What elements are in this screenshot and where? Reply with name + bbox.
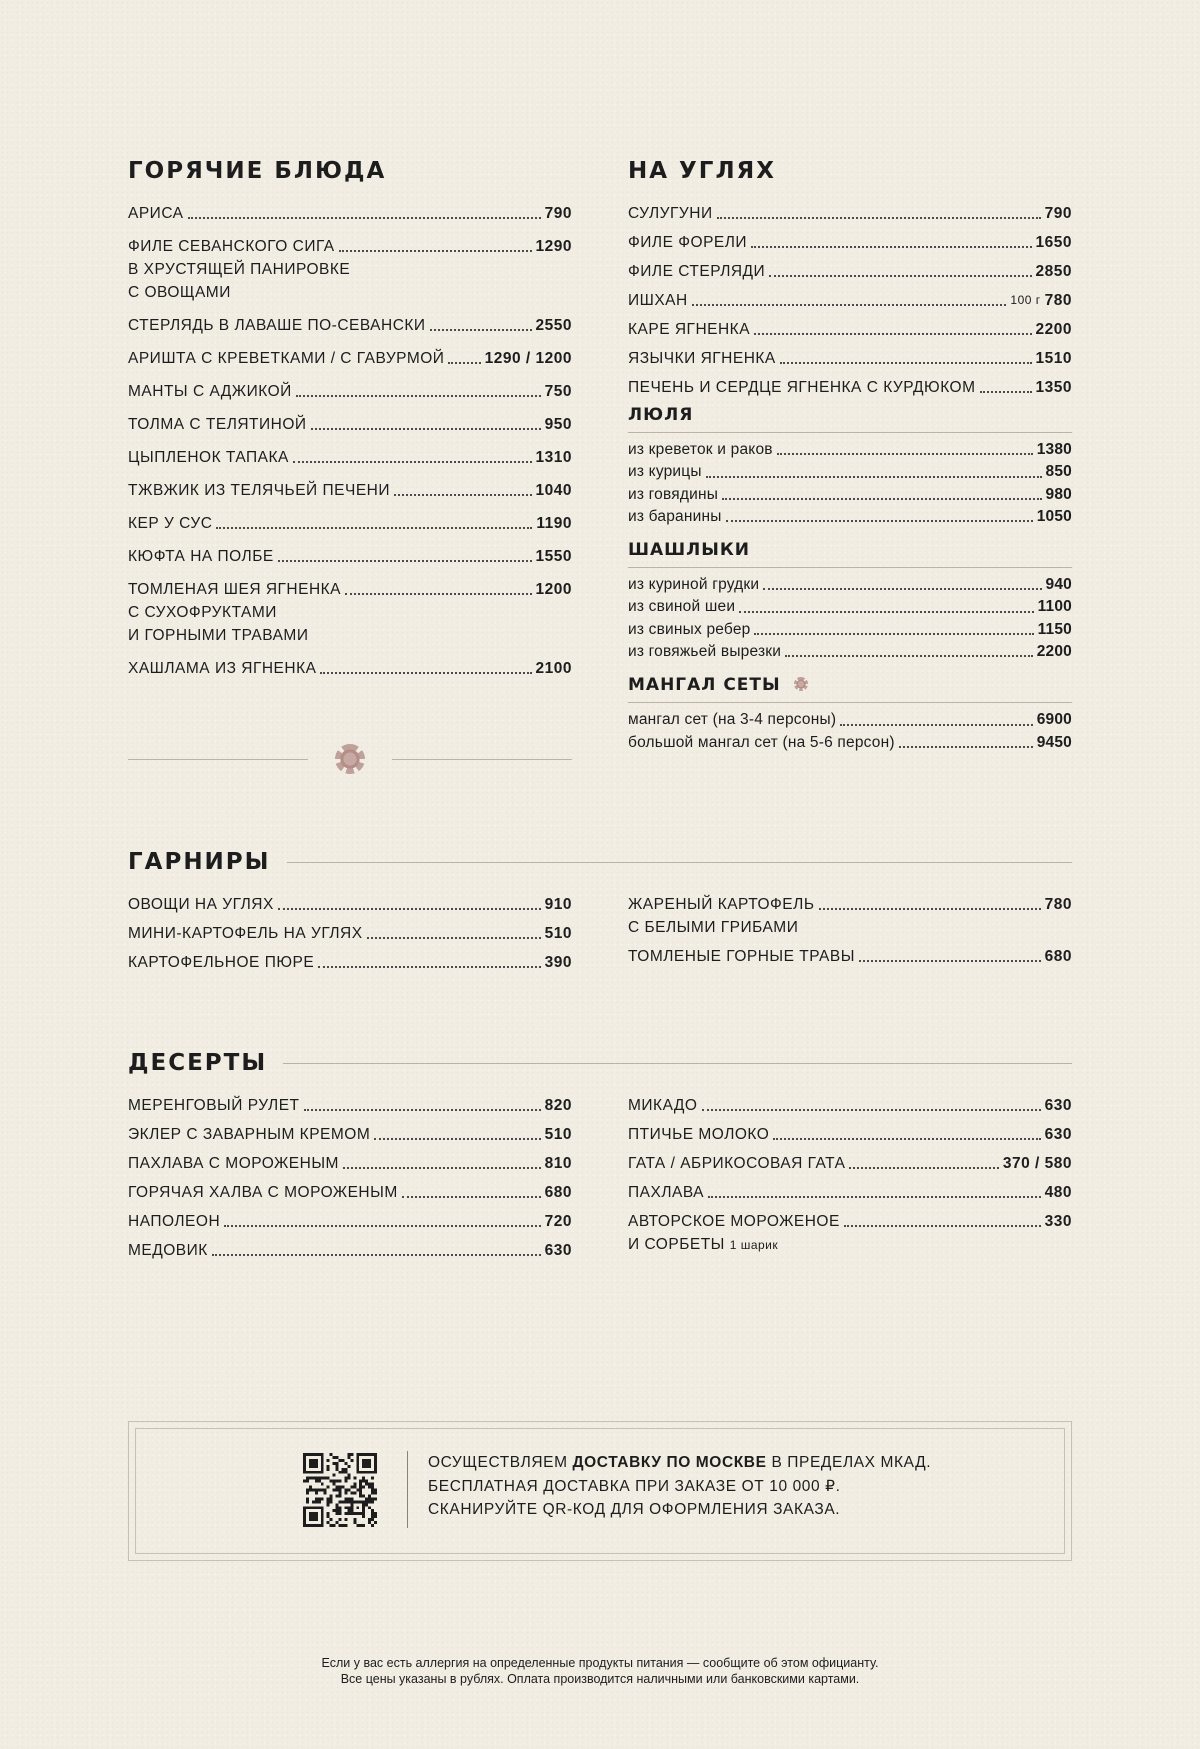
delivery-line-1-a: ОСУЩЕСТВЛЯЕМ (428, 1454, 573, 1471)
lula-list (628, 439, 1072, 528)
menu-item-dots (769, 275, 1031, 277)
menu-item-name: ХАШЛАМА ИЗ ЯГНЕНКА (128, 660, 317, 677)
menu-item-row (628, 506, 1072, 528)
shashlik-list (628, 574, 1072, 663)
menu-item-price: 1150 (1037, 620, 1072, 638)
menu-item (628, 641, 1072, 663)
menu-item-name: АВТОРСКОЕ МОРОЖЕНОЕ (628, 1213, 840, 1230)
rosette-ornament-icon (794, 677, 808, 691)
menu-item-name: ПАХЛАВА (628, 1184, 704, 1201)
divider-line-left (128, 759, 308, 760)
menu-item-row (128, 1123, 572, 1146)
menu-item (628, 1181, 1072, 1204)
menu-item-name: КЮФТА НА ПОЛБЕ (128, 548, 274, 565)
menu-item-dots (278, 908, 541, 910)
menu-item-row (128, 235, 572, 258)
menu-item-price: 510 (544, 1126, 572, 1143)
menu-item-name: из свиной шеи (628, 598, 736, 616)
menu-item (628, 945, 1072, 968)
menu-item-row (628, 1094, 1072, 1117)
menu-item-price: 630 (1044, 1126, 1072, 1143)
menu-item-dots (692, 304, 1007, 306)
menu-item (128, 512, 572, 535)
menu-item-name: СУЛУГУНИ (628, 205, 713, 222)
menu-item-name: ПАХЛАВА С МОРОЖЕНЫМ (128, 1155, 339, 1172)
menu-item-price: 680 (544, 1184, 572, 1201)
menu-item-row (628, 1152, 1072, 1175)
menu-item-name: МИКАДО (628, 1097, 698, 1114)
menu-item (128, 1123, 572, 1146)
menu-item-description: С СУХОФРУКТАМИ (128, 604, 277, 621)
menu-item (628, 484, 1072, 506)
menu-item-price: 780 (1044, 292, 1072, 309)
menu-item (128, 951, 572, 974)
desserts-section (128, 1052, 1072, 1075)
menu-item-price: 2200 (1036, 643, 1072, 661)
menu-item-dots (840, 724, 1033, 726)
menu-item-name: из свиных ребер (628, 620, 751, 638)
sides-list-right (628, 893, 1072, 968)
menu-item-dots (739, 611, 1033, 613)
menu-item-row (128, 1094, 572, 1117)
menu-item-price: 2200 (1035, 321, 1072, 338)
menu-item-dots (785, 655, 1033, 657)
menu-item-price: 1290 / 1200 (484, 350, 572, 367)
menu-item-price: 750 (544, 383, 572, 400)
menu-item-row (628, 461, 1072, 483)
menu-item-price: 6900 (1036, 711, 1072, 729)
menu-item-dots (212, 1254, 541, 1256)
menu-item-name: из говядины (628, 485, 719, 503)
menu-item-name: мангал сет (на 3-4 персоны) (628, 711, 837, 729)
footer-note (0, 1655, 1200, 1687)
menu-item (128, 380, 572, 403)
menu-item-dots (448, 362, 480, 364)
menu-item-description: В ХРУСТЯЩЕЙ ПАНИРОВКЕ (128, 261, 351, 278)
menu-item-name: МЕРЕНГОВЫЙ РУЛЕТ (128, 1097, 300, 1114)
menu-item-dots (763, 588, 1041, 590)
menu-item-price: 1190 (536, 515, 572, 532)
menu-item-name: НАПОЛЕОН (128, 1213, 221, 1230)
delivery-line-1-c: В ПРЕДЕЛАХ МКАД. (766, 1454, 932, 1471)
grill-list (628, 202, 1072, 399)
menu-item (128, 347, 572, 370)
rule (628, 702, 1072, 703)
menu-item-description: И ГОРНЫМИ ТРАВАМИ (128, 627, 309, 644)
delivery-line-1 (428, 1451, 931, 1475)
hot-dishes-section (128, 160, 572, 680)
menu-item-name: МЕДОВИК (128, 1242, 208, 1259)
menu-item-dots (339, 250, 532, 252)
menu-item-dots (844, 1225, 1041, 1227)
menu-item-dots (278, 560, 532, 562)
menu-item (128, 1152, 572, 1175)
desserts-list-right (628, 1094, 1072, 1257)
menu-item-price: 790 (1044, 205, 1072, 222)
menu-item-name: ТОМЛЕНАЯ ШЕЯ ЯГНЕНКА (128, 581, 342, 598)
rosette-ornament-icon (335, 744, 365, 774)
menu-item (628, 202, 1072, 225)
subsection-title-mangal (628, 677, 1072, 694)
menu-item-row (628, 376, 1072, 399)
mangal-title-text: МАНГАЛ СЕТЫ (628, 675, 781, 696)
menu-item-name: КЕР У СУС (128, 515, 213, 532)
menu-item-price: 1200 (535, 581, 572, 598)
menu-item-row (628, 574, 1072, 596)
menu-item-row (628, 231, 1072, 254)
menu-item-row (628, 596, 1072, 618)
menu-item-price: 790 (544, 205, 572, 222)
menu-item-price: 9450 (1036, 733, 1072, 751)
menu-item-dots (343, 1167, 541, 1169)
menu-item-name: МИНИ-КАРТОФЕЛЬ НА УГЛЯХ (128, 925, 363, 942)
menu-item-dots (706, 476, 1042, 478)
menu-item-dots (318, 966, 540, 968)
menu-item (628, 732, 1072, 754)
menu-item-name: ФИЛЕ СЕВАНСКОГО СИГА (128, 238, 335, 255)
menu-item (628, 1210, 1072, 1257)
menu-item-row (628, 641, 1072, 663)
subsection-title-shashlik: ШАШЛЫКИ (628, 540, 751, 561)
section-title-sides: ГАРНИРЫ (128, 849, 271, 875)
menu-item-description-note: 1 шарик (729, 1238, 779, 1252)
qr-code-icon[interactable] (303, 1453, 377, 1527)
menu-item-price: 820 (544, 1097, 572, 1114)
menu-item (628, 709, 1072, 731)
menu-item-price: 2550 (535, 317, 572, 334)
menu-item (628, 231, 1072, 254)
menu-item-row (128, 380, 572, 403)
menu-item-name: КАРТОФЕЛЬНОЕ ПЮРЕ (128, 954, 315, 971)
menu-item (628, 596, 1072, 618)
mangal-list (628, 709, 1072, 754)
menu-item (128, 578, 572, 647)
menu-item (628, 893, 1072, 939)
menu-item-dots (188, 217, 541, 219)
menu-item (128, 202, 572, 225)
menu-item-price: 2850 (1035, 263, 1072, 280)
menu-item-dots (374, 1138, 540, 1140)
menu-item-name: ФИЛЕ СТЕРЛЯДИ (628, 263, 766, 280)
delivery-line-2: БЕСПЛАТНАЯ ДОСТАВКА ПРИ ЗАКАЗЕ ОТ 10 000 ₽. (428, 1477, 841, 1495)
delivery-text (428, 1451, 931, 1522)
menu-item-name: из куриной грудки (628, 576, 760, 594)
menu-item (128, 314, 572, 337)
menu-item-price: 370 / 580 (1002, 1155, 1072, 1172)
menu-item-dots (819, 908, 1041, 910)
menu-item-price: 810 (544, 1155, 572, 1172)
menu-item-price: 1650 (1035, 234, 1072, 251)
menu-item-price: 390 (544, 954, 572, 971)
menu-item (628, 439, 1072, 461)
menu-item-price: 1380 (1036, 441, 1072, 458)
menu-item-name: АРИШТА С КРЕВЕТКАМИ / С ГАВУРМОЙ (128, 350, 445, 367)
hot-dishes-list (128, 202, 572, 680)
grill-section (628, 160, 1072, 754)
menu-item (128, 1210, 572, 1233)
menu-item-dots (726, 520, 1033, 522)
menu-item (628, 1094, 1072, 1117)
rule (283, 1063, 1072, 1064)
menu-item-price: 1510 (1035, 350, 1072, 367)
menu-item-name: из креветок и раков (628, 441, 773, 458)
delivery-divider (407, 1451, 408, 1528)
footer-line-1: Если у вас есть аллергия на определенные продукты питания — сообщите об этом официанту. (321, 1656, 879, 1670)
menu-item-name: ТОМЛЕНЫЕ ГОРНЫЕ ТРАВЫ (628, 948, 855, 965)
menu-item-name: ЭКЛЕР С ЗАВАРНЫМ КРЕМОМ (128, 1126, 371, 1143)
menu-item-dots (394, 494, 532, 496)
menu-item-row (128, 1181, 572, 1204)
menu-item-name: ЯЗЫЧКИ ЯГНЕНКА (628, 350, 776, 367)
menu-item-price: 510 (544, 925, 572, 942)
section-title-desserts: ДЕСЕРТЫ (128, 1050, 268, 1076)
menu-item (628, 1152, 1072, 1175)
menu-item-row (128, 347, 572, 370)
menu-item-name: АРИСА (128, 205, 184, 222)
menu-item (628, 619, 1072, 641)
menu-item-dots (849, 1167, 998, 1169)
menu-item-row (628, 1181, 1072, 1204)
menu-item (128, 479, 572, 502)
menu-item-price: 980 (1045, 485, 1072, 503)
menu-item-dots (751, 246, 1031, 248)
menu-item (128, 922, 572, 945)
subsection-title-lula: ЛЮЛЯ (628, 405, 694, 425)
menu-item-price: 940 (1045, 576, 1072, 594)
rule (628, 432, 1072, 433)
menu-item-row (628, 709, 1072, 731)
menu-item-dots (780, 362, 1032, 364)
menu-item-row (628, 732, 1072, 754)
menu-item (628, 1123, 1072, 1146)
menu-item (628, 347, 1072, 370)
menu-item-price: 1290 (535, 238, 572, 255)
menu-item-description: С БЕЛЫМИ ГРИБАМИ (628, 919, 799, 936)
menu-item-row (128, 578, 572, 601)
menu-item-row (628, 484, 1072, 506)
menu-item-dots (320, 672, 531, 674)
menu-item-row (628, 619, 1072, 641)
menu-item-price: 950 (544, 416, 572, 433)
menu-item-name: ИШХАН (628, 292, 688, 309)
menu-item (628, 506, 1072, 528)
menu-item-row (628, 1123, 1072, 1146)
menu-item-dots (293, 461, 532, 463)
menu-item (628, 574, 1072, 596)
footer-line-2: Все цены указаны в рублях. Оплата производится наличными или банковскими картами. (340, 1672, 860, 1686)
menu-item-dots (311, 428, 541, 430)
menu-item-dots (717, 217, 1041, 219)
menu-item-price: 1310 (535, 449, 572, 466)
menu-item-row (128, 202, 572, 225)
menu-item-price: 1350 (1035, 379, 1072, 396)
menu-item (128, 893, 572, 916)
menu-item-row (628, 945, 1072, 968)
menu-item (628, 318, 1072, 341)
rule (287, 862, 1073, 863)
menu-item-row (128, 922, 572, 945)
menu-item-row (628, 1210, 1072, 1233)
menu-item-row (628, 318, 1072, 341)
menu-item-price: 780 (1044, 896, 1072, 913)
menu-item-dots (754, 633, 1033, 635)
menu-item-row (128, 1210, 572, 1233)
menu-item-price: 630 (544, 1242, 572, 1259)
menu-item-row (128, 951, 572, 974)
menu-item (628, 289, 1072, 312)
menu-item-name: ГАТА / АБРИКОСОВАЯ ГАТА (628, 1155, 846, 1172)
menu-item-price: 850 (1045, 463, 1072, 481)
menu-item (628, 376, 1072, 399)
section-title-grill: НА УГЛЯХ (628, 158, 776, 184)
menu-item-dots (367, 937, 541, 939)
menu-item-name: ОВОЩИ НА УГЛЯХ (128, 896, 274, 913)
menu-item-dots (296, 395, 541, 397)
menu-item-name: СТЕРЛЯДЬ В ЛАВАШЕ ПО-СЕВАНСКИ (128, 317, 426, 334)
delivery-line-1-bold: ДОСТАВКУ ПО МОСКВЕ (572, 1454, 767, 1471)
menu-item-row (128, 545, 572, 568)
menu-item-row (128, 314, 572, 337)
desserts-list-left (128, 1094, 572, 1262)
menu-item-name: ПЕЧЕНЬ И СЕРДЦЕ ЯГНЕНКА С КУРДЮКОМ (628, 379, 976, 396)
menu-item-row (128, 657, 572, 680)
menu-item-row (128, 1239, 572, 1262)
menu-item-name: КАРЕ ЯГНЕНКА (628, 321, 751, 338)
menu-item (128, 1181, 572, 1204)
menu-item-row (128, 1152, 572, 1175)
menu-item-dots (777, 453, 1033, 455)
menu-item-row (628, 439, 1072, 461)
menu-item-name: большой мангал сет (на 5-6 персон) (628, 733, 895, 751)
menu-item-price: 330 (1044, 1213, 1072, 1230)
menu-item-row (628, 260, 1072, 283)
menu-item (128, 1094, 572, 1117)
menu-item-name: ЦЫПЛЕНОК ТАПАКА (128, 449, 289, 466)
menu-item-dots (722, 498, 1041, 500)
menu-item-name: ГОРЯЧАЯ ХАЛВА С МОРОЖЕНЫМ (128, 1184, 398, 1201)
menu-item-dots (345, 593, 532, 595)
delivery-line-3: СКАНИРУЙТЕ QR-КОД ДЛЯ ОФОРМЛЕНИЯ ЗАКАЗА. (428, 1501, 841, 1518)
menu-item-price: 1100 (1037, 598, 1072, 616)
menu-item (128, 446, 572, 469)
menu-item-row (628, 202, 1072, 225)
menu-item-price: 630 (1044, 1097, 1072, 1114)
menu-item-dots (702, 1109, 1041, 1111)
menu-item-dots (224, 1225, 540, 1227)
menu-item (628, 260, 1072, 283)
menu-item-dots (754, 333, 1031, 335)
divider-line-right (392, 759, 572, 760)
menu-item-price: 720 (544, 1213, 572, 1230)
menu-item-price: 680 (1044, 948, 1072, 965)
menu-item-row (128, 479, 572, 502)
rule (628, 567, 1072, 568)
menu-item-dots (304, 1109, 541, 1111)
menu-item-name: из курицы (628, 463, 702, 481)
menu-item-description: И СОРБЕТЫ 1 шарик (628, 1236, 779, 1253)
menu-item-name: ТЖВЖИК ИЗ ТЕЛЯЧЬЕЙ ПЕЧЕНИ (128, 482, 390, 499)
menu-item (128, 657, 572, 680)
menu-item-name: ФИЛЕ ФОРЕЛИ (628, 234, 748, 251)
menu-item-price: 1550 (535, 548, 572, 565)
menu-item-dots (402, 1196, 541, 1198)
menu-item-price: 1050 (1036, 507, 1072, 525)
menu-item-dots (980, 391, 1032, 393)
sides-section (128, 851, 1072, 874)
menu-item-dots (430, 329, 532, 331)
menu-item-dots (708, 1196, 1041, 1198)
menu-item-row (128, 413, 572, 436)
menu-item (128, 413, 572, 436)
menu-item-name: из говяжьей вырезки (628, 643, 782, 661)
menu-item-name: ТОЛМА С ТЕЛЯТИНОЙ (128, 416, 307, 433)
menu-item-row (628, 893, 1072, 916)
section-title-hot-dishes: ГОРЯЧИЕ БЛЮДА (128, 158, 387, 184)
menu-item-row (128, 512, 572, 535)
menu-item-row (628, 347, 1072, 370)
menu-item-name: из баранины (628, 507, 722, 525)
menu-item (128, 235, 572, 304)
menu-item-price: 910 (544, 896, 572, 913)
menu-item-dots (216, 527, 532, 529)
menu-item-price: 1040 (535, 482, 572, 499)
menu-item-dots (773, 1138, 1040, 1140)
menu-item-price: 2100 (535, 660, 572, 677)
menu-item (128, 545, 572, 568)
menu-item-description: С ОВОЩАМИ (128, 284, 231, 301)
menu-item-name: ПТИЧЬЕ МОЛОКО (628, 1126, 770, 1143)
menu-item-dots (859, 960, 1041, 962)
menu-item (628, 461, 1072, 483)
menu-item-price: 480 (1044, 1184, 1072, 1201)
menu-item-note: 100 г (1010, 293, 1041, 307)
sides-list-left (128, 893, 572, 974)
menu-item-row (128, 446, 572, 469)
menu-item-row (628, 289, 1072, 312)
menu-item-dots (899, 746, 1033, 748)
menu-item (128, 1239, 572, 1262)
menu-item-name: ЖАРЕНЫЙ КАРТОФЕЛЬ (628, 896, 815, 913)
menu-item-name: МАНТЫ С АДЖИКОЙ (128, 383, 292, 400)
menu-item-row (128, 893, 572, 916)
